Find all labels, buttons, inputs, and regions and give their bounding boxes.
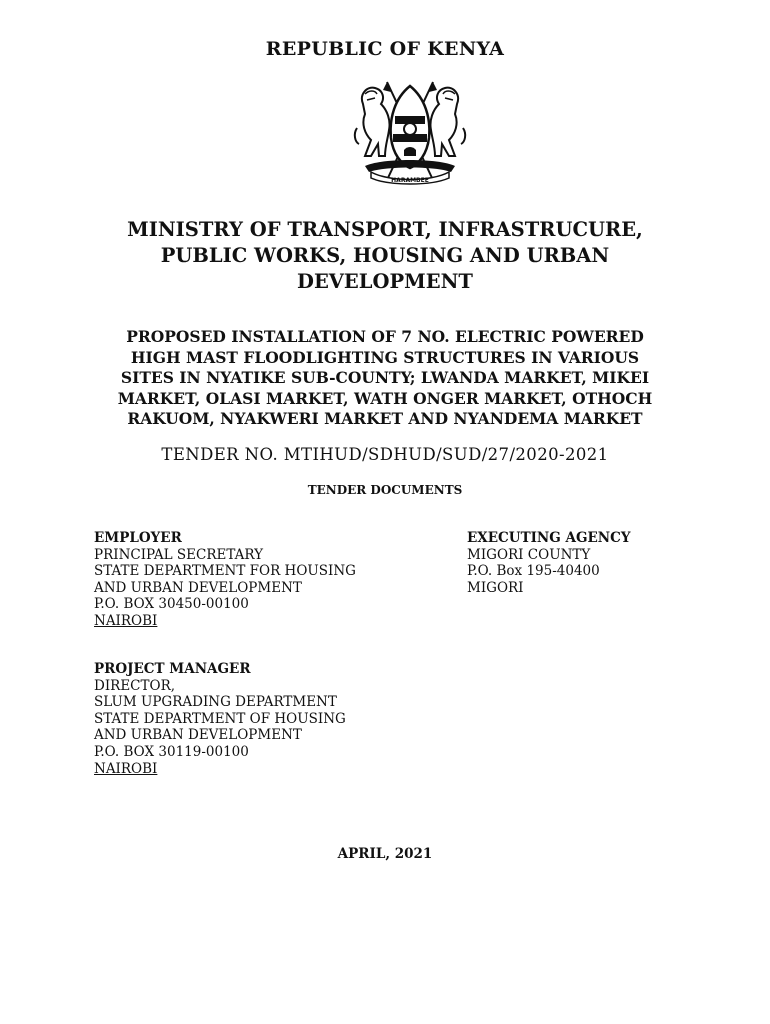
employer-line: PRINCIPAL SECRETARY	[94, 546, 264, 563]
executing-agency-heading: EXECUTING AGENCY	[467, 530, 631, 546]
employer-line: STATE DEPARTMENT FOR HOUSING	[94, 563, 356, 580]
employer-block	[94, 530, 356, 630]
executing-agency-line: MIGORI COUNTY	[467, 546, 591, 563]
document-date: APRIL, 2021	[337, 846, 433, 862]
project-manager-line: P.O. BOX 30119-00100	[94, 743, 249, 760]
project-manager-line: STATE DEPARTMENT OF HOUSING	[94, 710, 346, 727]
country-title: REPUBLIC OF KENYA	[265, 38, 505, 60]
project-manager-city: NAIROBI	[94, 760, 158, 777]
svg-text:HARAMBEE: HARAMBEE	[391, 177, 429, 184]
project-manager-line: AND URBAN DEVELOPMENT	[94, 727, 302, 744]
project-manager-line: DIRECTOR,	[94, 677, 176, 694]
tender-documents-label: TENDER DOCUMENTS	[307, 483, 463, 497]
employer-line: P.O. BOX 30450-00100	[94, 596, 249, 613]
project-manager-block	[94, 661, 346, 777]
project-manager-line: SLUM UPGRADING DEPARTMENT	[94, 694, 337, 711]
ministry-title	[85, 217, 685, 295]
project-title	[80, 327, 690, 430]
project-line: SITES IN NYATIKE SUB-COUNTY; LWANDA MARKET, MIKEI	[120, 368, 650, 387]
kenya-coat-of-arms-icon	[345, 68, 475, 186]
project-line: RAKUOM, NYAKWERI MARKET AND NYANDEMA MARKET	[127, 409, 643, 428]
employer-heading: EMPLOYER	[94, 530, 182, 546]
executing-agency-line: MIGORI	[467, 579, 524, 596]
tender-number: TENDER NO. MTIHUD/SDHUD/SUD/27/2020-2021	[161, 445, 609, 464]
ministry-line: PUBLIC WORKS, HOUSING AND URBAN	[160, 244, 610, 267]
employer-city: NAIROBI	[94, 612, 158, 629]
project-manager-heading: PROJECT MANAGER	[94, 661, 251, 677]
employer-line: AND URBAN DEVELOPMENT	[94, 579, 302, 596]
ministry-line: MINISTRY OF TRANSPORT, INFRASTRUCURE,	[127, 218, 643, 241]
project-line: MARKET, OLASI MARKET, WATH ONGER MARKET, OTHOCH	[117, 388, 653, 408]
executing-agency-line: P.O. Box 195-40400	[467, 563, 600, 580]
project-line: HIGH MAST FLOODLIGHTING STRUCTURES IN VARIOUS	[130, 347, 640, 367]
ministry-line: DEVELOPMENT	[297, 270, 473, 293]
project-line: PROPOSED INSTALLATION OF 7 NO. ELECTRIC POWERED	[126, 327, 644, 346]
executing-agency-block	[467, 530, 631, 596]
